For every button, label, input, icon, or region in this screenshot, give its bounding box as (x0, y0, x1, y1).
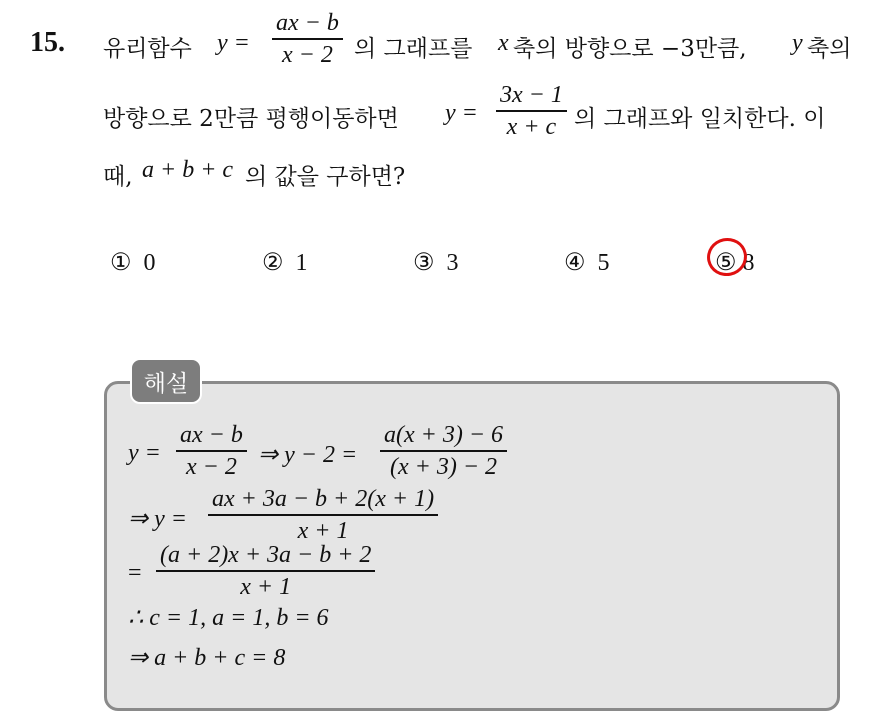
sol-values: ∴ c = 1, a = 1, b = 6 (128, 605, 329, 631)
sol-line2-pre (128, 504, 187, 533)
sol-fraction-denominator: x + 1 (297, 517, 349, 544)
fraction-1 (272, 8, 343, 70)
choice-1[interactable] (110, 248, 156, 277)
sol-fraction-numerator: (a + 2)x + 3a − b + 2 (160, 542, 372, 568)
choice-mark: ⑤ (715, 250, 737, 276)
sol-line3-pre: = (128, 560, 142, 586)
x-var: x (498, 30, 509, 56)
problem-text-2a: 방향으로 2만큼 평행이동하면 (103, 106, 399, 132)
sol-implies: ⇒ y = (128, 506, 187, 532)
solution-tag: 해설 (130, 358, 202, 404)
sol-fraction-4 (156, 540, 375, 602)
sol-y-eq: y = (128, 440, 161, 466)
y-var: y (792, 30, 803, 56)
choice-value: 3 (446, 250, 459, 276)
fraction-2-denominator: x + c (506, 113, 557, 140)
problem-text-1c: 축의 방향으로 −3만큼, (513, 36, 747, 62)
choice-mark: ① (110, 250, 132, 276)
sol-fraction-numerator: ax + 3a − b + 2(x + 1) (212, 486, 435, 512)
fraction-2 (496, 80, 567, 142)
fraction-1-numerator: ax − b (276, 10, 339, 36)
problem-text-3a: 때, (103, 164, 133, 190)
sol-fraction-denominator: (x + 3) − 2 (390, 453, 498, 480)
problem-text-1a: 유리함수 (103, 36, 192, 62)
problem-text-2b: 의 그래프와 일치한다. 이 (574, 106, 826, 132)
choice-mark: ③ (413, 250, 435, 276)
fraction-1-denominator: x − 2 (282, 41, 333, 68)
sol-line1-mid (258, 440, 357, 469)
sol-fraction-numerator: a(x + 3) − 6 (384, 422, 504, 448)
sol-line4 (128, 603, 329, 632)
fraction-2-numerator: 3x − 1 (500, 82, 563, 108)
sol-fraction-2 (380, 420, 507, 482)
choice-value: 1 (295, 250, 308, 276)
sol-result: ⇒ a + b + c = 8 (128, 645, 286, 671)
problem-text-1b: 의 그래프를 (354, 36, 473, 62)
sol-fraction-numerator: ax − b (180, 422, 243, 448)
sol-fraction-3 (208, 484, 438, 546)
problem-y-eq-2: y = (445, 100, 478, 126)
choice-mark: ② (262, 250, 284, 276)
sol-fraction-denominator: x − 2 (186, 453, 237, 480)
sol-line5 (128, 643, 285, 672)
sum-expression: a + b + c (142, 157, 234, 183)
problem-text-1d: 축의 (807, 36, 852, 62)
problem-number: 15. (30, 27, 65, 58)
choice-value: 8 (742, 250, 755, 276)
sol-line1-y (128, 440, 161, 467)
problem-text-3b: 의 값을 구하면? (245, 164, 406, 190)
choice-mark: ④ (564, 250, 586, 276)
choice-4[interactable] (564, 248, 610, 277)
choice-2[interactable] (262, 248, 308, 277)
sol-fraction-denominator: x + 1 (240, 573, 292, 600)
problem-y-eq: y = (217, 30, 250, 56)
choice-value: 0 (143, 250, 156, 276)
sol-implies: ⇒ y − 2 = (258, 442, 358, 468)
sol-fraction-1 (176, 420, 247, 482)
choice-value: 5 (597, 250, 610, 276)
choice-3[interactable] (413, 248, 459, 277)
